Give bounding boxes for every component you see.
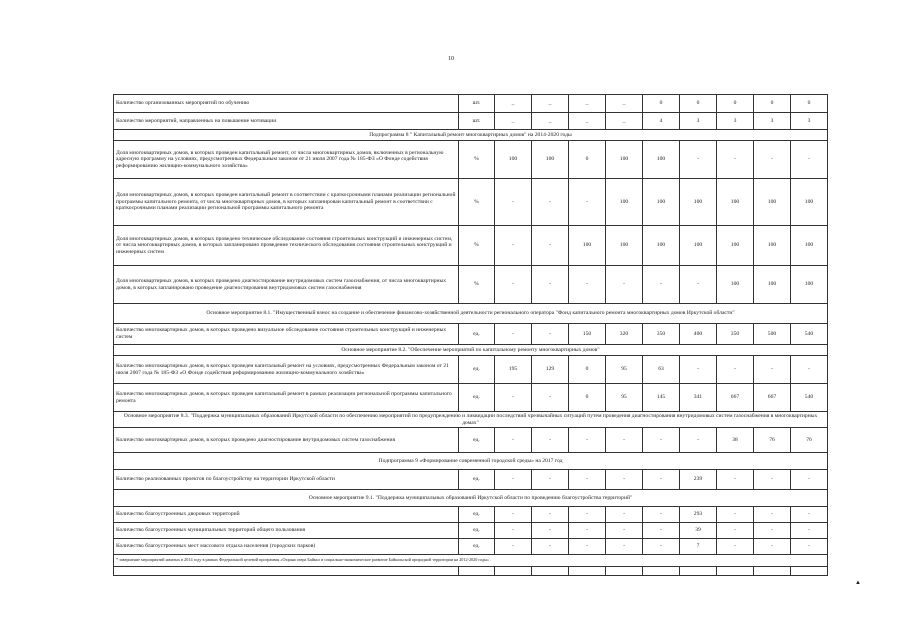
indicator-name: Доля многоквартирных домов, в которых проведен капитальный ремонт, от числа многоквартирных домов, включенных в региональную адресную программу на условиях, предусмотренных Федеральным законом от 21 июля 2007 года № 185-ФЗ «О Фонде содействия реформированию жилищно-коммунального хозяйства»: [114, 141, 459, 179]
value-cell: -: [532, 324, 569, 345]
value-cell: 293: [680, 507, 717, 523]
scan-mark: ▲: [855, 580, 861, 586]
empty-cell: [114, 567, 459, 576]
value-cell: -: [532, 179, 569, 226]
indicator-name: Количество благоустроенных дворовых территорий: [114, 507, 459, 523]
indicator-name: Количество многоквартирных домов, в которых проведено визуальное обследование состояния строительных конструкций и инженерных систем: [114, 324, 459, 345]
value-cell: 95: [606, 356, 643, 384]
value-cell: -: [495, 539, 532, 555]
section-row: [114, 453, 828, 470]
value-cell: 500: [754, 324, 791, 345]
value-cell: -: [532, 539, 569, 555]
value-cell: 0: [791, 95, 828, 113]
value-cell: 100: [791, 226, 828, 266]
table-row: [114, 226, 828, 266]
value-cell: 145: [643, 384, 680, 412]
indicator-name: Количество благоустроенных муниципальных территорий общего пользования: [114, 523, 459, 539]
indicator-name: Количество благоустроенных мест массового отдыха населения (городских парков): [114, 539, 459, 555]
indicator-name: Доля многоквартирных домов, в которых проведен капитальный ремонт в соответствии с краткосрочными планами реализации региональной программы капитального ремонта, от числа многоквартирных домов, в которых запланирован капитальный ремонт в соответствии с краткосрочными планами реализации региональной программы капитального ремонта: [114, 179, 459, 226]
value-cell: -: [643, 523, 680, 539]
value-cell: -: [680, 428, 717, 453]
table-row: [114, 95, 828, 113]
indicator-name: Количество многоквартирных домов, в которых проведено диагностирование внутридомовых систем газоснабжения: [114, 428, 459, 453]
unit-cell: шт.: [459, 95, 495, 113]
value-cell: 100: [643, 141, 680, 179]
empty-cell: [532, 567, 569, 576]
unit-cell: ед.: [459, 470, 495, 490]
value-cell: -: [754, 356, 791, 384]
value-cell: -: [532, 523, 569, 539]
table-row: [114, 179, 828, 226]
indicator-name: Количество многоквартирных домов, в которых проведен капитальный ремонт на условиях, предусмотренных Федеральным законом от 21 июля 2007 года № 185-ФЗ «О Фонде содействия реформированию жилищно-коммунального хозяйства»: [114, 356, 459, 384]
table-row: [114, 384, 828, 412]
value-cell: 320: [606, 324, 643, 345]
value-cell: -: [791, 507, 828, 523]
unit-cell: %: [459, 266, 495, 304]
value-cell: -: [495, 266, 532, 304]
section-row: [114, 345, 828, 356]
empty-row: [114, 567, 828, 576]
value-cell: 0: [717, 95, 754, 113]
empty-cell: [791, 567, 828, 576]
value-cell: 100: [606, 141, 643, 179]
value-cell: 76: [754, 428, 791, 453]
value-cell: -: [791, 470, 828, 490]
empty-cell: [495, 567, 532, 576]
unit-cell: ед.: [459, 539, 495, 555]
indicator-name: Количество организованных мероприятий по обучению: [114, 95, 459, 113]
empty-cell: [569, 567, 606, 576]
value-cell: 540: [791, 324, 828, 345]
value-cell: 4: [643, 113, 680, 130]
value-cell: 195: [495, 356, 532, 384]
value-cell: 100: [532, 141, 569, 179]
value-cell: 350: [643, 324, 680, 345]
indicator-name: Доля многоквартирных домов, в которых проведено диагностирование внутридомовых систем газоснабжения, от числа многоквартирных домов, в которых запланировано проведение диагностирования внутридомовых систем газоснабжения: [114, 266, 459, 304]
section-row: [114, 412, 828, 428]
value-cell: -: [680, 266, 717, 304]
value-cell: -: [791, 356, 828, 384]
value-cell: 400: [680, 324, 717, 345]
value-cell: 129: [532, 356, 569, 384]
value-cell: -: [643, 428, 680, 453]
value-cell: -: [569, 266, 606, 304]
value-cell: 350: [717, 324, 754, 345]
value-cell: _: [495, 113, 532, 130]
value-cell: 100: [791, 179, 828, 226]
value-cell: -: [606, 428, 643, 453]
unit-cell: %: [459, 141, 495, 179]
empty-cell: [459, 567, 495, 576]
value-cell: 100: [717, 266, 754, 304]
value-cell: 100: [643, 179, 680, 226]
value-cell: -: [754, 507, 791, 523]
value-cell: -: [606, 523, 643, 539]
value-cell: -: [643, 470, 680, 490]
value-cell: -: [532, 266, 569, 304]
table-row: [114, 356, 828, 384]
value-cell: -: [569, 179, 606, 226]
empty-cell: [606, 567, 643, 576]
value-cell: -: [532, 226, 569, 266]
value-cell: 540: [791, 384, 828, 412]
page-number: 10: [448, 56, 454, 62]
value-cell: 667: [754, 384, 791, 412]
value-cell: -: [606, 507, 643, 523]
section-row: [114, 130, 828, 141]
value-cell: 38: [717, 428, 754, 453]
value-cell: 3: [791, 113, 828, 130]
value-cell: 3: [717, 113, 754, 130]
value-cell: -: [569, 428, 606, 453]
value-cell: 0: [569, 384, 606, 412]
value-cell: -: [532, 470, 569, 490]
value-cell: 100: [606, 179, 643, 226]
value-cell: -: [495, 507, 532, 523]
value-cell: -: [532, 384, 569, 412]
section-row: [114, 304, 828, 324]
value-cell: 100: [754, 266, 791, 304]
value-cell: 0: [680, 95, 717, 113]
value-cell: -: [791, 141, 828, 179]
unit-cell: %: [459, 226, 495, 266]
value-cell: -: [495, 428, 532, 453]
value-cell: -: [791, 523, 828, 539]
section-header: Подпрограмма 8 " Капитальный ремонт многоквартирных домов" на 2014-2020 годы: [114, 130, 828, 141]
value-cell: 76: [791, 428, 828, 453]
value-cell: 100: [606, 226, 643, 266]
value-cell: -: [569, 523, 606, 539]
value-cell: _: [606, 113, 643, 130]
footnote: * завершение мероприятий начатых в 2014 году в рамках Федеральной целевой программы «Охрана озера Байкал и социально-экономическое развитие Байкальской природной территории на 2012-2020 годы» .: [114, 555, 828, 567]
table-row: [114, 470, 828, 490]
value-cell: _: [606, 95, 643, 113]
value-cell: -: [606, 539, 643, 555]
value-cell: -: [717, 356, 754, 384]
section-header: Основное мероприятие 9.1. "Поддержка муниципальных образований Иркутской области по проведению благоустройства территорий": [114, 490, 828, 507]
value-cell: 100: [643, 226, 680, 266]
value-cell: -: [495, 226, 532, 266]
empty-cell: [754, 567, 791, 576]
value-cell: -: [569, 539, 606, 555]
value-cell: 100: [754, 226, 791, 266]
unit-cell: %: [459, 179, 495, 226]
value-cell: 100: [717, 179, 754, 226]
unit-cell: ед.: [459, 523, 495, 539]
table-row: [114, 428, 828, 453]
value-cell: 7: [680, 539, 717, 555]
value-cell: -: [532, 507, 569, 523]
value-cell: -: [495, 324, 532, 345]
unit-cell: ед.: [459, 507, 495, 523]
value-cell: -: [717, 507, 754, 523]
value-cell: 239: [680, 470, 717, 490]
value-cell: -: [643, 507, 680, 523]
value-cell: 100: [569, 226, 606, 266]
unit-cell: шт.: [459, 113, 495, 130]
value-cell: -: [569, 507, 606, 523]
value-cell: -: [754, 470, 791, 490]
value-cell: -: [717, 141, 754, 179]
empty-cell: [717, 567, 754, 576]
empty-cell: [680, 567, 717, 576]
unit-cell: ед.: [459, 324, 495, 345]
value-cell: -: [495, 523, 532, 539]
table-row: [114, 141, 828, 179]
value-cell: 39: [680, 523, 717, 539]
value-cell: -: [532, 428, 569, 453]
value-cell: 100: [791, 266, 828, 304]
value-cell: 0: [569, 141, 606, 179]
unit-cell: ед.: [459, 356, 495, 384]
table-row: [114, 523, 828, 539]
value-cell: -: [643, 266, 680, 304]
value-cell: 0: [569, 356, 606, 384]
unit-cell: ед.: [459, 428, 495, 453]
value-cell: 63: [643, 356, 680, 384]
value-cell: -: [791, 539, 828, 555]
value-cell: -: [717, 523, 754, 539]
table-row: [114, 539, 828, 555]
value-cell: 150: [569, 324, 606, 345]
value-cell: 100: [495, 141, 532, 179]
indicator-name: Доля многоквартирных домов, в которых проведено техническое обследование состояния строительных конструкций и инженерных систем, от числа многоквартирных домов, в которых запланировано проведение технического обследования состояния строительных конструкций и инженерных систем: [114, 226, 459, 266]
table-row: [114, 324, 828, 345]
value-cell: -: [754, 141, 791, 179]
value-cell: -: [606, 470, 643, 490]
value-cell: 3: [754, 113, 791, 130]
section-header: Основное мероприятие 8.3. "Поддержка муниципальных образований Иркутской области по обеспечению мероприятий по предупреждению и ликвидации последствий чрезвычайных ситуаций путем проведения диагностирования внутридомовых систем газоснабжения в многоквартирных домах": [114, 412, 828, 428]
table-row: [114, 113, 828, 130]
section-header: Основное мероприятие 8.1. "Имущественный взнос на создание и обеспечение финансово-хозяйственной деятельности регионального оператора "Фонд капитального ремонта многоквартирных домов Иркутской области": [114, 304, 828, 324]
value-cell: -: [680, 141, 717, 179]
value-cell: 95: [606, 384, 643, 412]
value-cell: 100: [754, 179, 791, 226]
value-cell: 667: [717, 384, 754, 412]
value-cell: 0: [643, 95, 680, 113]
indicator-name: Количество мероприятий, направленных на повышение мотивации: [114, 113, 459, 130]
value-cell: -: [643, 539, 680, 555]
value-cell: -: [754, 539, 791, 555]
section-header: Подпрограмма 9 «Формирование современной городской среды» на 2017 год: [114, 453, 828, 470]
table-row: [114, 266, 828, 304]
indicators-table: [113, 94, 828, 576]
value-cell: 341: [680, 384, 717, 412]
unit-cell: ед.: [459, 384, 495, 412]
value-cell: 3: [680, 113, 717, 130]
indicator-name: Количество многоквартирных домов, в которых проведен капитальный ремонт в рамках реализации региональной программы капитального ремонта: [114, 384, 459, 412]
value-cell: _: [495, 95, 532, 113]
value-cell: _: [569, 113, 606, 130]
value-cell: -: [606, 266, 643, 304]
value-cell: -: [495, 179, 532, 226]
value-cell: -: [754, 523, 791, 539]
value-cell: _: [532, 95, 569, 113]
value-cell: 100: [680, 179, 717, 226]
value-cell: _: [569, 95, 606, 113]
value-cell: 100: [717, 226, 754, 266]
section-row: [114, 490, 828, 507]
empty-cell: [643, 567, 680, 576]
table-row: [114, 507, 828, 523]
value-cell: 0: [754, 95, 791, 113]
indicator-name: Количество реализованных проектов по благоустройству на территории Иркутской области: [114, 470, 459, 490]
value-cell: -: [680, 356, 717, 384]
value-cell: -: [495, 470, 532, 490]
value-cell: -: [569, 470, 606, 490]
value-cell: -: [495, 384, 532, 412]
value-cell: -: [717, 539, 754, 555]
note-row: [114, 555, 828, 567]
value-cell: _: [532, 113, 569, 130]
value-cell: -: [717, 470, 754, 490]
section-header: Основное мероприятие 8.2. "Обеспечение мероприятий по капитальному ремонту многоквартирных домов": [114, 345, 828, 356]
value-cell: 100: [680, 226, 717, 266]
